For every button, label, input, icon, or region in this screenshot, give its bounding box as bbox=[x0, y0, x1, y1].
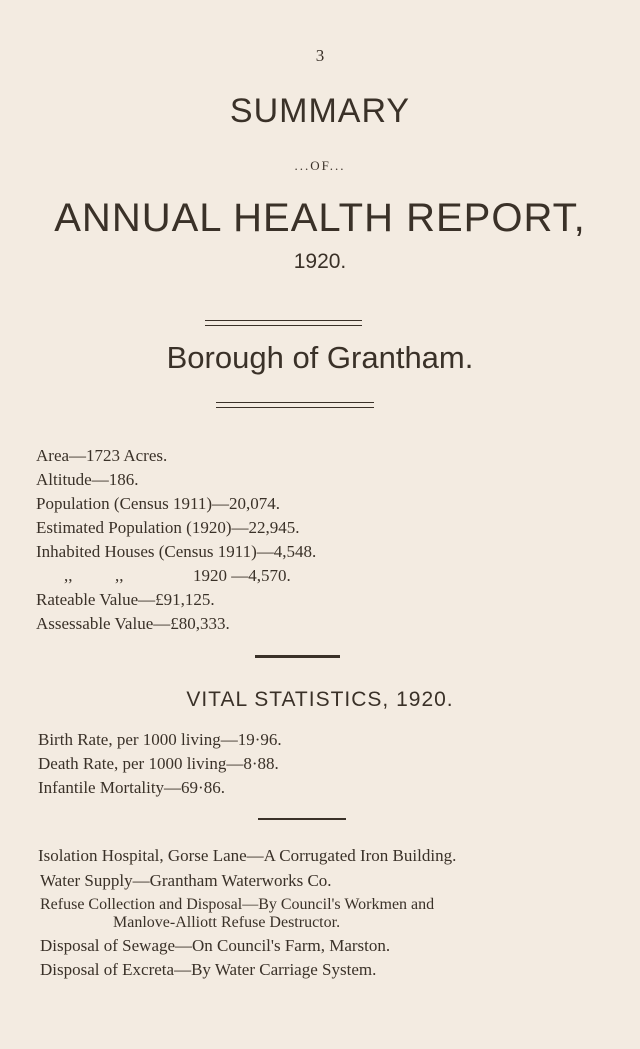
summary-title: SUMMARY bbox=[229, 92, 411, 130]
vital-infantile-mortality: Infantile Mortality—69·86. bbox=[38, 778, 225, 797]
service-water-supply: Water Supply—Grantham Waterworks Co. bbox=[40, 871, 332, 890]
service-isolation-hospital: Isolation Hospital, Gorse Lane—A Corrugated Iron Building. bbox=[38, 846, 457, 865]
report-title: ANNUAL HEALTH REPORT, bbox=[54, 196, 586, 240]
fact-estimated-population: Estimated Population (1920)—22,945. bbox=[36, 518, 300, 537]
fact-population: Population (Census 1911)—20,074. bbox=[36, 494, 280, 513]
service-refuse-line-1: Refuse Collection and Disposal—By Council's Workmen and bbox=[40, 896, 435, 913]
fact-inhabited-ditto-marks: ,, ,, bbox=[64, 566, 124, 585]
page-number: 3 bbox=[315, 46, 325, 65]
fact-rateable-value: Rateable Value—£91,125. bbox=[36, 590, 215, 609]
divider-rule bbox=[258, 818, 346, 820]
service-excreta-disposal: Disposal of Excreta—By Water Carriage System. bbox=[40, 960, 377, 979]
divider-rule bbox=[205, 320, 362, 326]
fact-inhabited-houses: Inhabited Houses (Census 1911)—4,548. bbox=[36, 542, 317, 561]
fact-assessable-value: Assessable Value—£80,333. bbox=[36, 614, 230, 633]
service-sewage-disposal: Disposal of Sewage—On Council's Farm, Marston. bbox=[40, 936, 391, 955]
borough-title: Borough of Grantham. bbox=[166, 340, 474, 375]
vital-statistics-heading: VITAL STATISTICS, 1920. bbox=[186, 688, 454, 711]
fact-altitude: Altitude—186. bbox=[36, 470, 139, 489]
divider-rule bbox=[255, 655, 340, 658]
report-year: 1920. bbox=[293, 250, 347, 273]
vital-death-rate: Death Rate, per 1000 living—8·88. bbox=[38, 754, 279, 773]
vital-birth-rate: Birth Rate, per 1000 living—19·96. bbox=[38, 730, 282, 749]
fact-area: Area—1723 Acres. bbox=[36, 446, 168, 465]
service-refuse-line-2: Manlove-Alliott Refuse Destructor. bbox=[113, 914, 341, 931]
divider-rule bbox=[216, 402, 374, 408]
of-line: ...OF... bbox=[294, 158, 346, 173]
fact-inhabited-houses-1920: 1920 —4,570. bbox=[193, 566, 291, 585]
